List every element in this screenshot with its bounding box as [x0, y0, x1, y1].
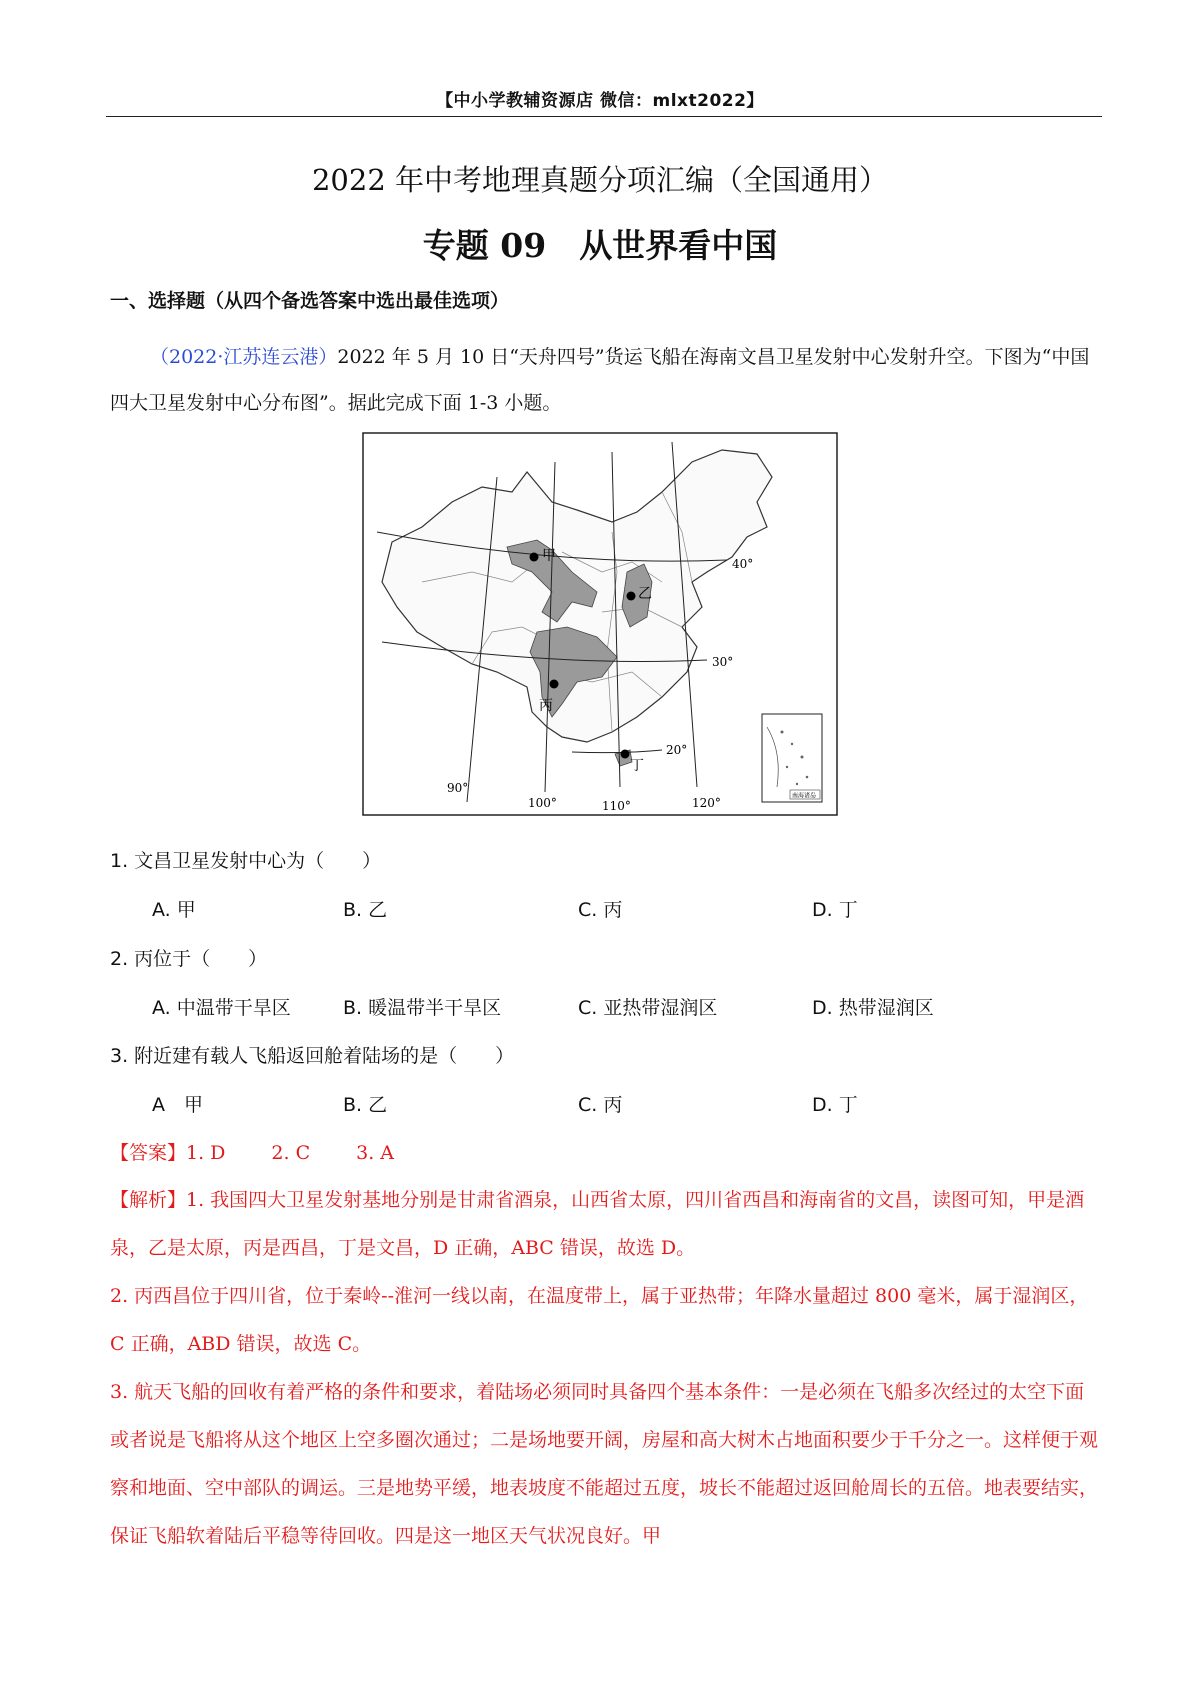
- q2-option-c: C. 亚热带湿润区: [578, 997, 718, 1019]
- site-marker-jia: [530, 553, 539, 562]
- q2-option-a: A. 中温带干旱区: [152, 997, 291, 1019]
- answer-item-2: 2. C: [271, 1142, 311, 1164]
- label-ding: 丁: [630, 758, 644, 774]
- intro-text: 2022 年 5 月 10 日“天舟四号”货运飞船在海南文昌卫星发射中心发射升空。下图为“中国四大卫星发射中心分布图”。据此完成下面 1-3 小题。: [110, 346, 1090, 414]
- q2-option-d: D. 热带湿润区: [812, 997, 934, 1019]
- source-tag: （2022·江苏连云港）: [150, 346, 338, 368]
- site-marker-ding: [621, 750, 630, 759]
- question-3-stem: 3. 附近建有载人飞船返回舱着陆场的是（ ）: [110, 1045, 515, 1067]
- label-yi: 乙: [638, 586, 652, 602]
- label-jia: 甲: [542, 548, 556, 564]
- intro-paragraph: [110, 334, 1100, 426]
- q3-option-a: A 甲: [152, 1094, 203, 1116]
- lon-label-110: 110°: [602, 799, 631, 813]
- lon-label-100: 100°: [528, 796, 557, 810]
- answer-item-3: 3. A: [356, 1142, 395, 1164]
- q3-option-c: C. 丙: [578, 1094, 623, 1116]
- lat-label-20: 20°: [666, 743, 688, 757]
- analysis-paragraph-2: 2. 丙西昌位于四川省，位于秦岭--淮河一线以南，在温度带上，属于亚热带；年降水量超过 800 毫米，属于湿润区，C 正确，ABD 错误，故选 C。: [110, 1285, 1089, 1355]
- lon-label-120: 120°: [692, 796, 721, 810]
- q3-option-d: D. 丁: [812, 1094, 858, 1116]
- inset-label: 南海诸岛: [792, 792, 817, 800]
- lon-label-90: 90°: [447, 781, 469, 795]
- q3-option-b: B. 乙: [343, 1094, 388, 1116]
- satellite-launch-center-map: [362, 432, 838, 816]
- q1-option-d: D. 丁: [812, 899, 858, 921]
- header-rule: [106, 116, 1102, 117]
- analysis-paragraph-1: 【解析】1. 我国四大卫星发射基地分别是甘肃省酒泉，山西省太原，四川省西昌和海南省的文昌，读图可知，甲是酒泉，乙是太原，丙是西昌，丁是文昌，D 正确，ABC 错误，故选 D。: [110, 1189, 1085, 1259]
- answer-line: [110, 1138, 440, 1165]
- q1-option-c: C. 丙: [578, 899, 623, 921]
- section-heading: 一、选择题（从四个备选答案中选出最佳选项）: [110, 290, 510, 312]
- site-marker-yi: [627, 592, 636, 601]
- question-1-stem: 1. 文昌卫星发射中心为（ ）: [110, 850, 382, 872]
- south-sea-inset: [762, 714, 822, 802]
- doc-title: 2022 年中考地理真题分项汇编（全国通用）: [311, 163, 889, 197]
- question-2-stem: 2. 丙位于（ ）: [110, 948, 268, 970]
- analysis-paragraph-3: 3. 航天飞船的回收有着严格的条件和要求，着陆场必须同时具备四个基本条件：一是必须在飞船多次经过的太空下面或者说是飞船将从这个地区上空多圈次通过；二是场地要开阔，房屋和高大树木占地面积要少于千分之一。这样便于观察和地面、空中部队的调运。三是地势平缓，地表坡度不能超过五度，坡长不能超过返回舱周长的五倍。地表要结实，保证飞船软着陆后平稳等待回收。四是这一地区天气状况良好。甲: [110, 1381, 1099, 1547]
- label-bing: 丙: [539, 698, 553, 714]
- lat-label-40: 40°: [732, 557, 754, 571]
- site-marker-bing: [550, 680, 559, 689]
- answer-label: 【答案】: [110, 1142, 187, 1164]
- q2-option-b: B. 暖温带半干旱区: [343, 997, 502, 1019]
- answer-item-1: 1. D: [186, 1142, 226, 1164]
- q1-option-a: A. 甲: [152, 899, 196, 921]
- page-header: 【中小学教辅资源店 微信：mlxt2022】: [436, 91, 764, 111]
- doc-subtitle: 专题 09 从世界看中国: [422, 226, 778, 265]
- lat-label-30: 30°: [712, 655, 734, 669]
- q1-option-b: B. 乙: [343, 899, 388, 921]
